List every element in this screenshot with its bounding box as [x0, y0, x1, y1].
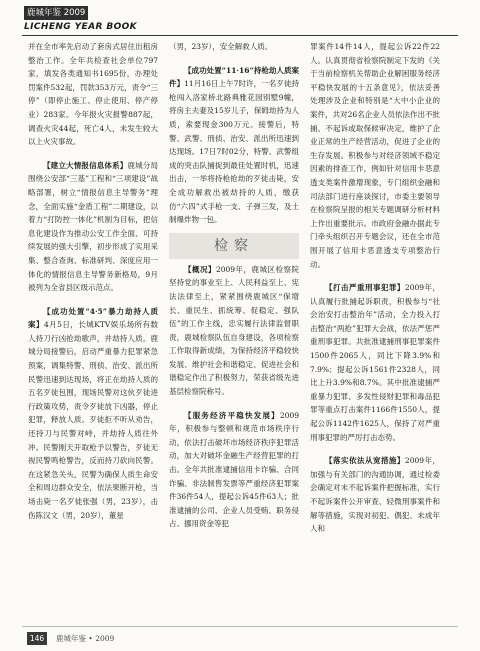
article-body: （男，23岁），安全解救人质。: [169, 42, 273, 51]
article-heading: 【落实依法从宽措施】: [325, 456, 405, 466]
header-rule: [22, 35, 458, 36]
article-heading: 【概况】: [184, 264, 216, 274]
text-column-2: [169, 40, 299, 618]
page-header: [0, 0, 480, 40]
article-body: 11月16日上午7时许，一名歹徒持枪闯入洛家桥北路典雅花园别墅9幢，将房主夫妻及15岁儿子，保姆劫持为人质，索要现金300万元。接警后，特警、武警、刑侦、治安、派出所迅速到达现场。17日7时02分，特警、武警组成的突击队捕捉到最佳处置时机，迅速出击，一举将持枪抢劫的歹徒击毙，安全成功解救出被劫持的人质，缴获仿“六四”式手枪一支、子弹三发，及土制爆炸物一包。: [169, 79, 299, 225]
paragraph-continuation: [28, 40, 158, 149]
footer-rule: [22, 626, 458, 627]
article-body: 并在全市率先启动了套房式居住出租房整治工作。全年共检查社会单位797家，填发各类通知书1695份，办理处罚案件532起，罚款353万元，责令“三停”（即停止施工、停止使用、停产停业）283家。今年报火灾报警887起，调查火灾44起，死亡4人，未发生较大以上火灾事故。: [28, 42, 158, 147]
article-heading: 【成功处置“4·5”暴力劫持人质案】: [28, 306, 158, 330]
article-body: 2009年，鹿城区检察院坚持党的事业至上、人民利益至上、宪法法律至上，紧紧围绕鹿城区“保增长、重民生、抓统筹、促稳定、强队伍”的工作主线，忠实履行法律监督职责，鹿城检察队伍自身建设，各项检察工作取得新成绩，为保持经济平稳较快发展、维护社会和谐稳定、促进社会和谐稳定作出了积极努力，荣获省级先进基层检察院称号。: [169, 264, 299, 397]
article-paragraph: [169, 64, 299, 227]
article-paragraph: [310, 454, 440, 536]
section-band: [169, 233, 299, 259]
yearbook-english-title: LICHENG YEAR BOOK: [24, 22, 138, 32]
article-paragraph: [169, 263, 299, 399]
article-paragraph: [169, 409, 299, 531]
article-heading: 【打击严重刑事犯罪】: [325, 283, 405, 293]
article-body: 2009年，加强与有关部门的沟通协调，通过检委会确定对未不起诉案件把握标准，实行不起诉案件公开审查、轻微刑事案件和解等措施，实现对初犯、偶犯、未成年人和: [310, 456, 440, 534]
yearbook-logo: 鹿城年鉴 2009: [24, 6, 88, 20]
procuratorate-section: [169, 263, 299, 531]
article-body: 罪案件14件14人，提起公诉22件22人。认真贯彻省检察院制定下发的《关于当前检察机关帮助企业解困服务经济平稳快发展的十五条意见》，依法妥善处理涉及企业和特别是“大中小企业的案件，共对26名企业人员依法作出不批捕、不起诉或取保候审决定，维护了企业正常的生产经营活动，促进了企业的生存发展。积极参与对经济领域不稳定因素的排查工作，例如针对信用卡恶意透支类案件激增现象，专门组织金融和司法部门进行座谈探讨，市委主要领导在检察院呈报的相关专题调研分析材料上作出重要批示。市政府金融办据此专门牵头组织召开专题会议，还在全市范围开展了信用卡恶意透支专项整治行动。: [310, 42, 440, 269]
text-column-1: [28, 40, 158, 618]
article-paragraph: [28, 159, 158, 295]
article-heading: 【服务经济平稳快发展】: [184, 410, 280, 420]
text-column-3: [310, 40, 440, 618]
article-body: 2009年，认真履行批捕起诉职责，积极参与“社会治安打击整治年”活动，全力投入打击整治“两抢”犯罪大会战，依法严惩严重刑事犯罪。共批准逮捕刑事犯罪案件1500件2065人，同比下降3.9%和7.9%；提起公诉1561件2328人，同比上升3.9%和8.7%。其中批准逮捕严重暴力犯罪、多发性侵财犯罪和毒品犯罪等重点打击案件1166件1550人，提起公诉1142件1625人，保持了对严重刑事犯罪的严厉打击态势。: [310, 283, 440, 442]
article-heading: 【建立大情报信息体系】: [43, 160, 128, 170]
article-paragraph: [310, 281, 440, 444]
paragraph-continuation: [310, 40, 440, 271]
article-heading: 【成功处置“11·16”持枪劫人质案件】: [169, 65, 299, 89]
article-body: 2009年，积极参与整顿和规范市场秩序行动，依法打击破坏市场经济秩序犯罪活动，加大对破坏金融生产经营犯罪的打击。全年共批准逮捕信用卡诈骗、合同诈骗、非法制售发票等严重经济犯罪案件36件54人，提起公诉45件63人；批准逮捕的公司、企业人员受贿、职务侵占、挪用资金等犯: [169, 410, 299, 529]
paragraph-continuation: [169, 40, 299, 54]
footer-book-title: 鹿城年鉴 • 2009: [56, 634, 115, 643]
page-number: 146: [27, 632, 47, 645]
page-footer: [0, 626, 480, 651]
section-title: 检察: [214, 237, 254, 254]
article-body: 4月5日，长城KTV娱乐场所有数人持刀行凶抢劫歌声，并劫持人质。鹿城分局接警后，启动严重暴力犯罪紧急预案，调集特警、刑侦、治安、派出所民警迅速到达现场，将正在劫持人质的五名歹徒包围，现场民警对这伙歹徒进行政策攻势，责令歹徒放下凶器，停止犯罪，释放人质。歹徒拒不听从劝告，还持刀与民警对峙，并劫持人质往外冲。民警刚天开取枪予以警告，歹徒无视民警鸣枪警告，反而持刀砍向民警。在这紧急关头，民警为确保人质生命安全和周边群众安全，依法果断开枪，当场击毙一名歹徒张强（男，23岁），击伤陈汉文（男，20岁），董星: [28, 320, 158, 520]
article-body: 鹿城分局围绕公安部“三基”工程和“三项建设”战略部署，树立“情报信息主导警务”理念，全面实施“金盾工程”二期建设，以着力“打防控一体化”机制为目标，把信息化建设作为推动公安工作全面、可持续发展的强大引擎，初步形成了实用采集、整合查询、标准研判、深度应用一体化的情报信息主导警务新格局，9月被列为全省县区级示范点。: [28, 160, 158, 293]
article-paragraph: [28, 305, 158, 523]
public-security-continued: [169, 40, 299, 227]
